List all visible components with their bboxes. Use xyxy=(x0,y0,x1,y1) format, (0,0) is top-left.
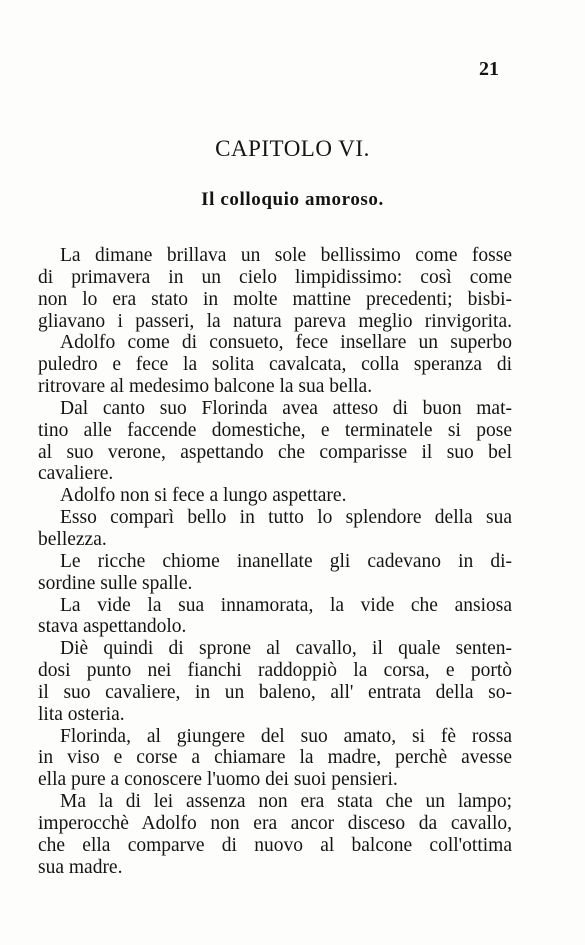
text-line: Esso comparì bello in tutto lo splendore della sua xyxy=(60,507,512,529)
text-line: lita osteria. xyxy=(38,703,125,725)
text-line: Diè quindi di sprone al cavallo, il quale senten- xyxy=(60,638,512,660)
text-line: stava aspettandolo. xyxy=(38,616,187,638)
section-title: Il colloquio amoroso. xyxy=(201,189,384,210)
text-line: La dimane brillava un sole bellissimo come fosse xyxy=(60,245,512,266)
text-line: Florinda, al giungere del suo amato, si fè rossa xyxy=(60,725,512,747)
text-line: al suo verone, aspettando che comparisse il suo bel xyxy=(38,441,512,463)
text-line: dosi punto nei fianchi raddoppiò la corsa, e portò xyxy=(38,660,512,682)
text-line: non lo era stato in molte mattine precedenti; bisbi- xyxy=(38,288,512,310)
text-line: il suo cavaliere, in un baleno, all' entrata della so- xyxy=(38,681,512,703)
text-line: in viso e corse a chiamare la madre, perchè avesse xyxy=(38,747,512,769)
text-line: ritrovare al medesimo balcone la sua bella. xyxy=(38,376,373,398)
text-line: Le ricche chiome inanellate gli cadevano in di- xyxy=(60,550,512,572)
chapter-title: CAPITOLO VI. xyxy=(215,136,370,161)
text-line: ella pure a conoscere l'uomo dei suoi pensieri. xyxy=(38,769,398,791)
text-line: Adolfo non si fece a lungo aspettare. xyxy=(60,485,347,507)
body-text xyxy=(38,245,512,878)
text-line: Dal canto suo Florinda avea atteso di buon mat- xyxy=(60,397,512,419)
text-line: tino alle faccende domestiche, e terminatele si pose xyxy=(38,419,512,441)
text-line: Adolfo come di consueto, fece insellare un superbo xyxy=(60,332,512,354)
text-line: La vide la sua innamorata, la vide che ansiosa xyxy=(60,594,512,616)
text-line: di primavera in un cielo limpidissimo: così come xyxy=(38,266,512,288)
text-line: Ma la di lei assenza non era stata che un lampo; xyxy=(60,791,512,813)
text-line: che ella comparve di nuovo al balcone coll'ottima xyxy=(38,834,512,856)
page-number: 21 xyxy=(479,58,499,80)
text-line: sua madre. xyxy=(38,856,123,878)
text-line: sordine sulle spalle. xyxy=(38,572,193,594)
text-line: puledro e fece la solita cavalcata, colla speranza di xyxy=(38,354,512,376)
text-line: cavaliere. xyxy=(38,463,114,485)
text-line: imperocchè Adolfo non era ancor disceso da cavallo, xyxy=(38,812,512,834)
text-line: bellezza. xyxy=(38,528,107,550)
text-line: gliavano i passeri, la natura pareva meglio rinvigorita. xyxy=(38,310,512,332)
